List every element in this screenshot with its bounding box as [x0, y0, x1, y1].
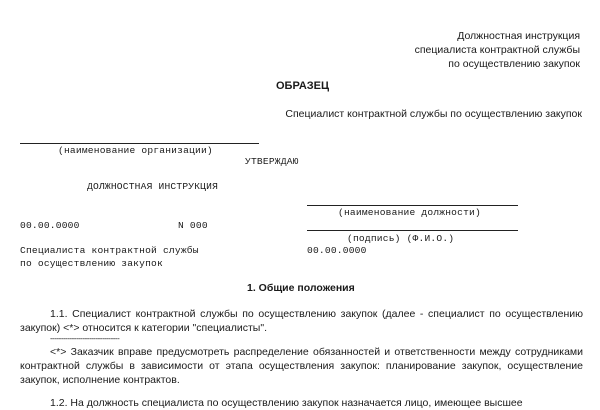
org-caption: (наименование организации): [58, 145, 213, 156]
header-line-1: Должностная инструкция: [457, 30, 580, 42]
subtitle: Специалист контрактной службы по осуществлению закупок: [285, 108, 582, 120]
signature-caption: (подпись) (Ф.И.О.): [347, 233, 455, 244]
sample-title: ОБРАЗЕЦ: [276, 80, 330, 92]
doc-title: ДОЛЖНОСТНАЯ ИНСТРУКЦИЯ: [87, 181, 219, 192]
position-name-line-2: по осуществлению закупок: [20, 258, 163, 269]
date-left: 00.00.0000: [20, 220, 80, 231]
date-right: 00.00.0000: [307, 245, 367, 256]
footnote-separator: --------------------------------: [50, 334, 120, 343]
signature-line: [307, 230, 518, 231]
approve-label: УТВЕРЖДАЮ: [245, 156, 299, 167]
footnote: <*> Заказчик вправе предусмотреть распределение обязанностей и ответственности между сотрудниками контрактной службы в зависимости от этапа осуществления закупок: планирование закупок, осуществление закупок, исполнение контрактов.: [20, 346, 583, 386]
header-line-2: специалиста контрактной службы: [414, 44, 580, 56]
doc-number: N 000: [178, 220, 208, 231]
header-line-3: по осуществлению закупок: [448, 58, 580, 70]
paragraph-1-2: 1.2. На должность специалиста по осуществлению закупок назначается лицо, имеющее высшее: [50, 397, 523, 409]
paragraph-1-1: 1.1. Специалист контрактной службы по осуществлению закупок (далее - специалист по осуществлению закупок) <*> относится к категории "специалисты".: [20, 308, 583, 334]
section-1-title: 1. Общие положения: [247, 282, 355, 294]
position-line: [307, 205, 518, 206]
position-caption: (наименование должности): [338, 207, 481, 218]
position-name-line-1: Специалиста контрактной службы: [20, 245, 199, 256]
org-line: [20, 143, 259, 144]
